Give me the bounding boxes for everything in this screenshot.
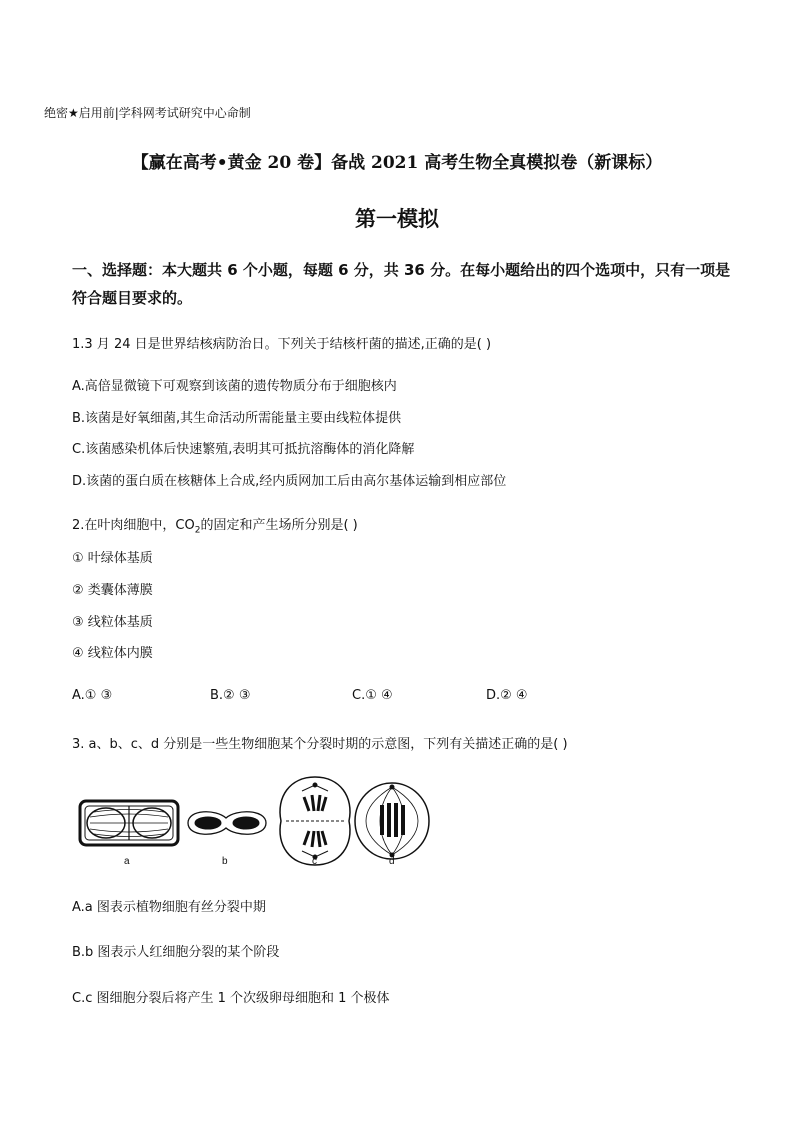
question-2-item-1: ① 叶绿体基质 <box>72 551 153 566</box>
question-3-option-b: B.b 图表示人红细胞分裂的某个阶段 <box>72 945 280 960</box>
question-2-item-2: ② 类囊体薄膜 <box>72 583 153 598</box>
question-1-option-b: B.该菌是好氧细菌,其生命活动所需能量主要由线粒体提供 <box>72 411 402 426</box>
figure-label-c: c <box>312 856 317 867</box>
question-1-stem: 1.3 月 24 日是世界结核病防治日。下列关于结核杆菌的描述,正确的是( ) <box>72 337 492 352</box>
figure-label-a: a <box>124 856 130 867</box>
question-2-item-4: ④ 线粒体内膜 <box>72 646 153 661</box>
question-2-option-b: B.② ③ <box>210 688 251 703</box>
question-1-option-d: D.该菌的蛋白质在核糖体上合成,经内质网加工后由高尔基体运输到相应部位 <box>72 474 507 489</box>
cell-b <box>188 812 266 834</box>
question-2-stem-suffix: 的固定和产生场所分别是( ) <box>200 518 358 533</box>
question-2-stem <box>72 514 358 536</box>
question-1-option-c: C.该菌感染机体后快速繁殖,表明其可抵抗溶酶体的消化降解 <box>72 442 415 457</box>
figure-label-d: d <box>389 856 395 867</box>
question-3-option-c: C.c 图细胞分裂后将产生 1 个次级卵母细胞和 1 个极体 <box>72 991 390 1006</box>
confidential-header: 绝密★启用前|学科网考试研究中心命制 <box>44 106 251 120</box>
question-2-item-3: ③ 线粒体基质 <box>72 615 153 630</box>
document-title: 【赢在高考•黄金 20 卷】备战 2021 高考生物全真模拟卷（新课标） <box>131 153 663 173</box>
cell-c <box>280 777 350 865</box>
figure-label-b: b <box>222 856 228 867</box>
cell-d <box>355 783 429 859</box>
question-2-option-c: C.① ④ <box>352 688 393 703</box>
cell-division-figure <box>76 773 436 873</box>
question-2-stem-prefix: 2.在叶肉细胞中，CO <box>72 518 195 533</box>
question-2-stem-subscript: 2 <box>194 525 201 536</box>
question-2-option-a: A.① ③ <box>72 688 113 703</box>
question-1-option-a: A.高倍显微镜下可观察到该菌的遗传物质分布于细胞核内 <box>72 379 397 394</box>
cell-division-diagram <box>76 773 436 873</box>
question-3-stem: 3. a、b、c、d 分别是一些生物细胞某个分裂时期的示意图，下列有关描述正确的是( ) <box>72 737 568 752</box>
question-2-option-d: D.② ④ <box>486 688 528 703</box>
section-heading: 一、选择题：本大题共 6 个小题，每题 6 分，共 36 分。在每小题给出的四个选项中，只有一项是符合题目要求的。 <box>72 261 731 307</box>
cell-a <box>80 801 178 845</box>
question-3-option-a: A.a 图表示植物细胞有丝分裂中期 <box>72 900 266 915</box>
document-subtitle: 第一模拟 <box>355 206 439 231</box>
